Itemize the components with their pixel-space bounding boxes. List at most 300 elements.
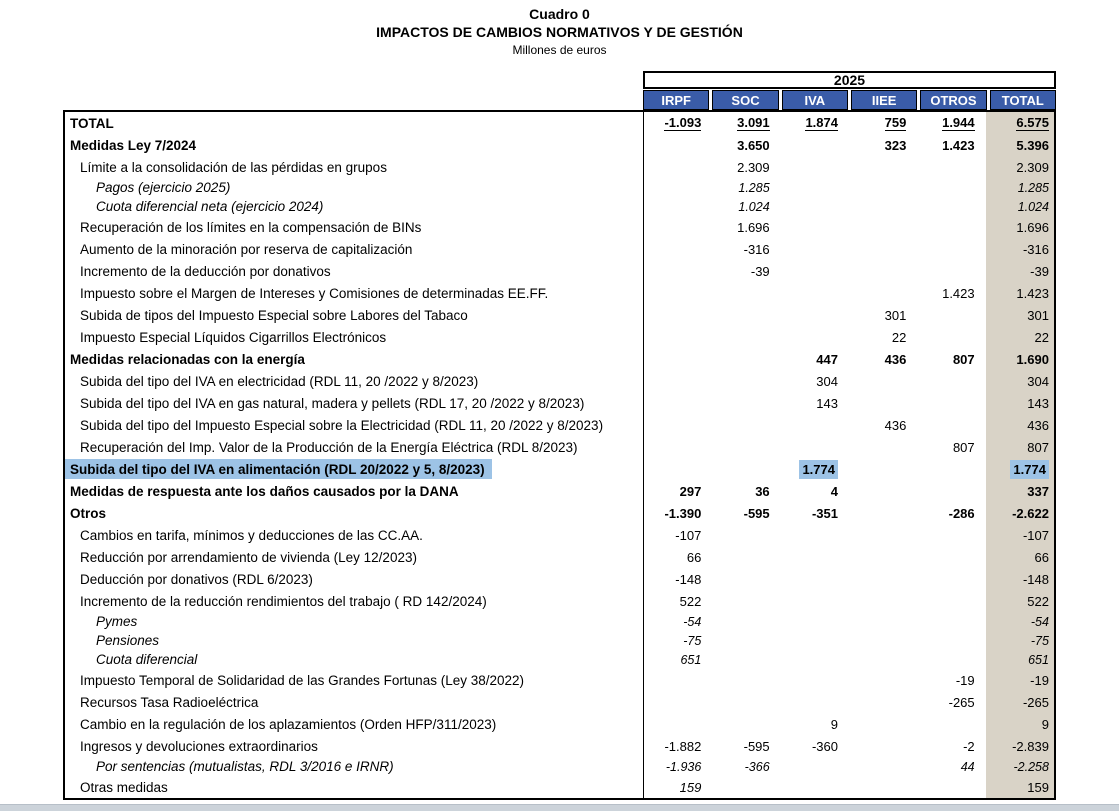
table-row xyxy=(65,392,1054,414)
cell-irpf: 297 xyxy=(679,483,702,499)
cell-soc: 36 xyxy=(755,483,770,499)
table-row xyxy=(65,590,1054,612)
cell-iiee xyxy=(849,178,917,197)
cell-total: -148 xyxy=(986,568,1054,590)
cell-soc xyxy=(712,776,780,798)
cell-total: 9 xyxy=(986,713,1054,735)
cell-soc: -316 xyxy=(743,241,770,257)
row-label: Recuperación de los límites en la compensación de BINs xyxy=(80,219,422,235)
cell-soc xyxy=(712,546,780,568)
row-values xyxy=(643,436,1054,458)
cell-otros xyxy=(917,568,985,590)
row-label: Otros xyxy=(70,505,107,521)
title-block xyxy=(0,6,1119,58)
cell-total: 1.696 xyxy=(986,216,1054,238)
cell-iva xyxy=(781,757,849,776)
column-header-irpf: IRPF xyxy=(643,90,709,110)
cell-total: -2.258 xyxy=(986,757,1054,776)
cell-otros: 807 xyxy=(952,439,975,455)
cell-iiee: 323 xyxy=(884,137,907,153)
cell-iva xyxy=(781,134,849,156)
cell-otros xyxy=(917,304,985,326)
row-label: Subida del tipo del Impuesto Especial sobre la Electricidad (RDL 11, 20 /2022 y 8/2023) xyxy=(80,417,604,433)
cell-iva: 447 xyxy=(816,351,838,367)
cell-soc: 1.696 xyxy=(737,219,770,235)
row-label: Deducción por donativos (RDL 6/2023) xyxy=(80,571,313,587)
row-label: Cuota diferencial xyxy=(96,652,198,667)
row-label: Subida del tipo del IVA en electricidad (RDL 11, 20 /2022 y 8/2023) xyxy=(80,373,479,389)
cell-otros xyxy=(917,612,985,631)
cell-irpf: -75 xyxy=(683,633,702,648)
cell-otros xyxy=(917,414,985,436)
cell-soc xyxy=(712,691,780,713)
cell-soc xyxy=(712,524,780,546)
cell-iiee xyxy=(849,735,917,757)
cell-soc xyxy=(712,590,780,612)
cell-total: 159 xyxy=(986,776,1054,798)
cell-total: 22 xyxy=(986,326,1054,348)
row-values xyxy=(643,524,1054,546)
cell-iiee xyxy=(849,612,917,631)
row-values xyxy=(643,326,1054,348)
table-body xyxy=(63,110,1056,800)
cell-total: -75 xyxy=(986,631,1054,650)
table-row xyxy=(65,612,1054,631)
cell-otros: -19 xyxy=(955,672,975,688)
column-header-iiee: IIEE xyxy=(851,90,917,110)
cell-otros: 1.423 xyxy=(942,285,975,301)
row-values xyxy=(643,631,1054,650)
row-label: Incremento de la deducción por donativos xyxy=(80,263,331,279)
cell-soc xyxy=(712,669,780,691)
table-row xyxy=(65,568,1054,590)
cell-total: 5.396 xyxy=(986,134,1054,156)
cell-total: -265 xyxy=(986,691,1054,713)
table-row xyxy=(65,238,1054,260)
cell-iiee xyxy=(849,197,917,216)
cell-irpf: -148 xyxy=(675,571,702,587)
cell-irpf xyxy=(644,238,712,260)
cell-irpf xyxy=(644,669,712,691)
row-values xyxy=(643,458,1054,480)
cell-irpf xyxy=(644,282,712,304)
cell-irpf xyxy=(644,260,712,282)
cell-total: -39 xyxy=(986,260,1054,282)
table-row xyxy=(65,156,1054,178)
row-values xyxy=(643,546,1054,568)
cell-irpf xyxy=(644,304,712,326)
cell-otros xyxy=(917,650,985,669)
row-label: Subida del tipo del IVA en gas natural, madera y pellets (RDL 17, 20 /2022 y 8/2023) xyxy=(80,395,585,411)
cell-iva: 143 xyxy=(816,395,838,411)
cell-soc xyxy=(712,436,780,458)
cell-otros: -265 xyxy=(948,694,975,710)
table-row xyxy=(65,669,1054,691)
cell-irpf xyxy=(644,197,712,216)
cell-irpf: -54 xyxy=(683,614,702,629)
row-label: Subida del tipo del IVA en alimentación (RDL 20/2022 y 5, 8/2023) xyxy=(65,459,643,479)
cell-iva xyxy=(781,282,849,304)
table-row xyxy=(65,502,1054,524)
cell-irpf xyxy=(644,713,712,735)
cell-soc xyxy=(712,392,780,414)
row-label: Impuesto Especial Líquidos Cigarrillos Electrónicos xyxy=(80,329,387,345)
cell-iva: 4 xyxy=(830,483,838,499)
table-row xyxy=(65,776,1054,798)
table-row xyxy=(65,326,1054,348)
row-values xyxy=(643,414,1054,436)
page-title: IMPACTOS DE CAMBIOS NORMATIVOS Y DE GESTIÓN xyxy=(376,23,743,40)
cell-iva xyxy=(781,568,849,590)
row-label: Medidas relacionadas con la energía xyxy=(70,351,305,367)
column-header-otros: OTROS xyxy=(920,90,986,110)
cell-otros xyxy=(917,260,985,282)
cell-soc: 3.091 xyxy=(737,115,770,130)
row-label: Recursos Tasa Radioeléctrica xyxy=(80,694,259,710)
row-label: Pensiones xyxy=(96,633,160,648)
cell-irpf xyxy=(644,326,712,348)
row-values xyxy=(643,156,1054,178)
cell-total: 1.690 xyxy=(986,348,1054,370)
row-values xyxy=(643,757,1054,776)
row-values xyxy=(643,112,1054,134)
cell-iiee xyxy=(849,524,917,546)
cell-otros xyxy=(917,480,985,502)
row-values xyxy=(643,238,1054,260)
cell-iva xyxy=(781,326,849,348)
cell-soc: 1.024 xyxy=(738,199,770,214)
row-label: Subida de tipos del Impuesto Especial sobre Labores del Tabaco xyxy=(80,307,468,323)
row-values xyxy=(643,735,1054,757)
cell-iiee: 22 xyxy=(891,329,907,345)
table-row xyxy=(65,735,1054,757)
cell-iiee xyxy=(849,669,917,691)
table-row xyxy=(65,348,1054,370)
cell-iiee xyxy=(849,650,917,669)
cell-iva xyxy=(781,436,849,458)
cell-iva xyxy=(781,304,849,326)
table-row xyxy=(65,197,1054,216)
cell-otros: -286 xyxy=(948,505,975,521)
row-label: Reducción por arrendamiento de vivienda (Ley 12/2023) xyxy=(80,549,417,565)
cell-iiee xyxy=(849,282,917,304)
cell-iva xyxy=(781,216,849,238)
cell-iva xyxy=(781,669,849,691)
cell-irpf: -107 xyxy=(675,527,702,543)
cell-irpf: -1.093 xyxy=(664,115,702,130)
cell-iva xyxy=(781,178,849,197)
cell-total: -19 xyxy=(986,669,1054,691)
table-row xyxy=(65,713,1054,735)
row-values xyxy=(643,650,1054,669)
cell-total: -107 xyxy=(986,524,1054,546)
cell-iva xyxy=(781,631,849,650)
cell-irpf xyxy=(644,134,712,156)
cell-iiee xyxy=(849,480,917,502)
cell-iiee xyxy=(849,568,917,590)
cell-otros xyxy=(917,590,985,612)
table-row xyxy=(65,650,1054,669)
cell-iva xyxy=(781,524,849,546)
row-values xyxy=(643,480,1054,502)
cell-irpf xyxy=(644,178,712,197)
cell-otros: 44 xyxy=(960,759,975,774)
cell-otros xyxy=(917,370,985,392)
cell-total: -2.622 xyxy=(986,502,1054,524)
row-label: Pymes xyxy=(96,614,138,629)
cell-iiee xyxy=(849,156,917,178)
row-label: Límite a la consolidación de las pérdidas en grupos xyxy=(80,159,387,175)
cell-iiee xyxy=(849,392,917,414)
cell-otros xyxy=(917,546,985,568)
cell-total: 6.575 xyxy=(986,112,1054,134)
cell-iva xyxy=(781,197,849,216)
row-values xyxy=(643,776,1054,798)
cell-soc xyxy=(712,370,780,392)
cell-otros: 807 xyxy=(952,351,975,367)
cell-otros: 1.944 xyxy=(942,115,975,130)
cell-soc xyxy=(712,713,780,735)
cell-soc xyxy=(712,458,780,480)
cell-otros xyxy=(917,216,985,238)
cell-iva: -360 xyxy=(811,738,838,754)
row-label: Medidas Ley 7/2024 xyxy=(70,137,197,153)
cell-soc xyxy=(712,348,780,370)
table-row xyxy=(65,524,1054,546)
table-row xyxy=(65,304,1054,326)
column-header-total: TOTAL xyxy=(990,90,1056,110)
row-values xyxy=(643,282,1054,304)
cell-iiee xyxy=(849,502,917,524)
cell-iiee xyxy=(849,776,917,798)
cell-iva xyxy=(781,650,849,669)
table-row xyxy=(65,480,1054,502)
row-label: Ingresos y devoluciones extraordinarios xyxy=(80,738,318,754)
cell-total: 304 xyxy=(986,370,1054,392)
cell-otros xyxy=(917,458,985,480)
cell-otros xyxy=(917,197,985,216)
cell-soc xyxy=(712,414,780,436)
table-row xyxy=(65,546,1054,568)
row-values xyxy=(643,568,1054,590)
cell-iiee xyxy=(849,757,917,776)
cell-irpf xyxy=(644,156,712,178)
row-label: TOTAL xyxy=(70,115,114,131)
cell-total: 1.024 xyxy=(986,197,1054,216)
cell-otros: -2 xyxy=(963,738,975,754)
row-label: Pagos (ejercicio 2025) xyxy=(96,180,231,195)
table-row xyxy=(65,216,1054,238)
cell-soc xyxy=(712,326,780,348)
page-bottom-edge xyxy=(0,804,1119,811)
table-row xyxy=(65,436,1054,458)
cell-irpf xyxy=(644,392,712,414)
cell-total: -2.839 xyxy=(986,735,1054,757)
year-header: 2025 xyxy=(643,71,1056,89)
cell-otros xyxy=(917,238,985,260)
cell-iiee xyxy=(849,691,917,713)
row-label: Recuperación del Imp. Valor de la Producción de la Energía Eléctrica (RDL 8/2023) xyxy=(80,439,578,455)
row-values xyxy=(643,612,1054,631)
cell-iiee xyxy=(849,590,917,612)
row-values xyxy=(643,178,1054,197)
cell-iva xyxy=(781,156,849,178)
column-header-iva: IVA xyxy=(782,90,848,110)
row-values xyxy=(643,370,1054,392)
table-row xyxy=(65,458,1054,480)
cell-irpf xyxy=(644,370,712,392)
row-values xyxy=(643,713,1054,735)
cell-soc: -595 xyxy=(743,505,770,521)
row-values xyxy=(643,260,1054,282)
cell-soc xyxy=(712,612,780,631)
cell-soc: 1.285 xyxy=(738,180,770,195)
cell-total: 1.285 xyxy=(986,178,1054,197)
cell-soc xyxy=(712,650,780,669)
table-row xyxy=(65,134,1054,156)
cell-iva xyxy=(781,238,849,260)
row-values xyxy=(643,134,1054,156)
row-values xyxy=(643,691,1054,713)
cell-irpf: 522 xyxy=(679,593,702,609)
cell-total: 522 xyxy=(986,590,1054,612)
cell-total: 651 xyxy=(986,650,1054,669)
table-row xyxy=(65,757,1054,776)
row-label: Medidas de respuesta ante los daños causados por la DANA xyxy=(70,483,459,499)
cell-irpf: -1.936 xyxy=(665,759,702,774)
cell-soc xyxy=(712,282,780,304)
cell-iiee: 436 xyxy=(884,351,907,367)
cell-irpf xyxy=(644,216,712,238)
cell-soc: -39 xyxy=(750,263,770,279)
cell-total: -54 xyxy=(986,612,1054,631)
cell-iva: 1.874 xyxy=(805,115,838,130)
cell-irpf: 66 xyxy=(686,549,702,565)
row-values xyxy=(643,502,1054,524)
row-values xyxy=(643,392,1054,414)
row-label: Cambio en la regulación de los aplazamientos (Orden HFP/311/2023) xyxy=(80,716,497,732)
cell-total: 2.309 xyxy=(986,156,1054,178)
table-row xyxy=(65,178,1054,197)
row-values xyxy=(643,669,1054,691)
cell-soc xyxy=(712,631,780,650)
cell-otros xyxy=(917,524,985,546)
cell-soc: 3.650 xyxy=(737,137,770,153)
table-row xyxy=(65,631,1054,650)
cell-irpf: -1.390 xyxy=(664,505,702,521)
cell-iiee xyxy=(849,216,917,238)
row-label: Incremento de la reducción rendimientos del trabajo ( RD 142/2024) xyxy=(80,593,487,609)
cell-otros xyxy=(917,392,985,414)
column-header-soc: SOC xyxy=(712,90,778,110)
cell-iiee xyxy=(849,370,917,392)
cell-total: 1.774 xyxy=(986,458,1054,480)
cell-irpf xyxy=(644,414,712,436)
cell-total: 436 xyxy=(986,414,1054,436)
cell-iva: 9 xyxy=(830,716,838,732)
cell-iiee xyxy=(849,546,917,568)
cell-iiee xyxy=(849,631,917,650)
cell-otros: 1.423 xyxy=(942,137,975,153)
cell-iiee xyxy=(849,260,917,282)
row-values xyxy=(643,304,1054,326)
cell-total: 337 xyxy=(986,480,1054,502)
cell-iva xyxy=(781,776,849,798)
cell-iva xyxy=(781,691,849,713)
cell-iva xyxy=(781,590,849,612)
table-row xyxy=(65,691,1054,713)
row-values xyxy=(643,348,1054,370)
cell-irpf xyxy=(644,458,712,480)
row-values xyxy=(643,590,1054,612)
cell-soc: -366 xyxy=(744,759,770,774)
table-row xyxy=(65,112,1054,134)
cell-irpf xyxy=(644,436,712,458)
cell-total: 143 xyxy=(986,392,1054,414)
cell-iva: -351 xyxy=(811,505,838,521)
table-number-title: Cuadro 0 xyxy=(529,6,590,22)
row-label: Cambios en tarifa, mínimos y deducciones de las CC.AA. xyxy=(80,527,423,543)
cell-iiee: 301 xyxy=(884,307,907,323)
cell-soc: -595 xyxy=(743,738,770,754)
cell-soc: 2.309 xyxy=(737,159,770,175)
row-values xyxy=(643,216,1054,238)
cell-iva: 304 xyxy=(816,373,838,389)
table-row xyxy=(65,260,1054,282)
cell-iva xyxy=(781,414,849,436)
table-row xyxy=(65,282,1054,304)
row-values xyxy=(643,197,1054,216)
column-headers xyxy=(643,89,1056,110)
cell-otros xyxy=(917,631,985,650)
row-label: Impuesto sobre el Margen de Intereses y Comisiones de determinadas EE.FF. xyxy=(80,285,549,301)
cell-iva xyxy=(781,260,849,282)
cell-iiee: 436 xyxy=(884,417,907,433)
row-label: Cuota diferencial neta (ejercicio 2024) xyxy=(96,199,324,214)
row-label: Impuesto Temporal de Solidaridad de las Grandes Fortunas (Ley 38/2022) xyxy=(80,672,525,688)
cell-irpf: 159 xyxy=(679,779,702,795)
row-label: Otras medidas xyxy=(80,779,168,795)
cell-total: 66 xyxy=(986,546,1054,568)
cell-total: 1.423 xyxy=(986,282,1054,304)
units-subtitle: Millones de euros xyxy=(512,43,607,57)
cell-iiee xyxy=(849,458,917,480)
cell-soc xyxy=(712,568,780,590)
cell-otros xyxy=(917,156,985,178)
cell-iiee xyxy=(849,436,917,458)
cell-irpf xyxy=(644,348,712,370)
cell-irpf xyxy=(644,691,712,713)
cell-otros xyxy=(917,326,985,348)
impacts-table xyxy=(63,71,1056,800)
cell-irpf: -1.882 xyxy=(664,738,702,754)
cell-total: 807 xyxy=(986,436,1054,458)
cell-iiee: 759 xyxy=(884,115,907,130)
cell-iiee xyxy=(849,238,917,260)
cell-iva xyxy=(781,612,849,631)
row-label: Por sentencias (mutualistas, RDL 3/2016 e IRNR) xyxy=(96,759,394,774)
table-row xyxy=(65,370,1054,392)
cell-irpf: 651 xyxy=(680,652,702,667)
cell-soc xyxy=(712,304,780,326)
cell-total: 301 xyxy=(986,304,1054,326)
table-row xyxy=(65,414,1054,436)
cell-iva: 1.774 xyxy=(781,458,849,480)
row-label: Aumento de la minoración por reserva de capitalización xyxy=(80,241,413,257)
cell-otros xyxy=(917,776,985,798)
cell-otros xyxy=(917,713,985,735)
cell-total: -316 xyxy=(986,238,1054,260)
